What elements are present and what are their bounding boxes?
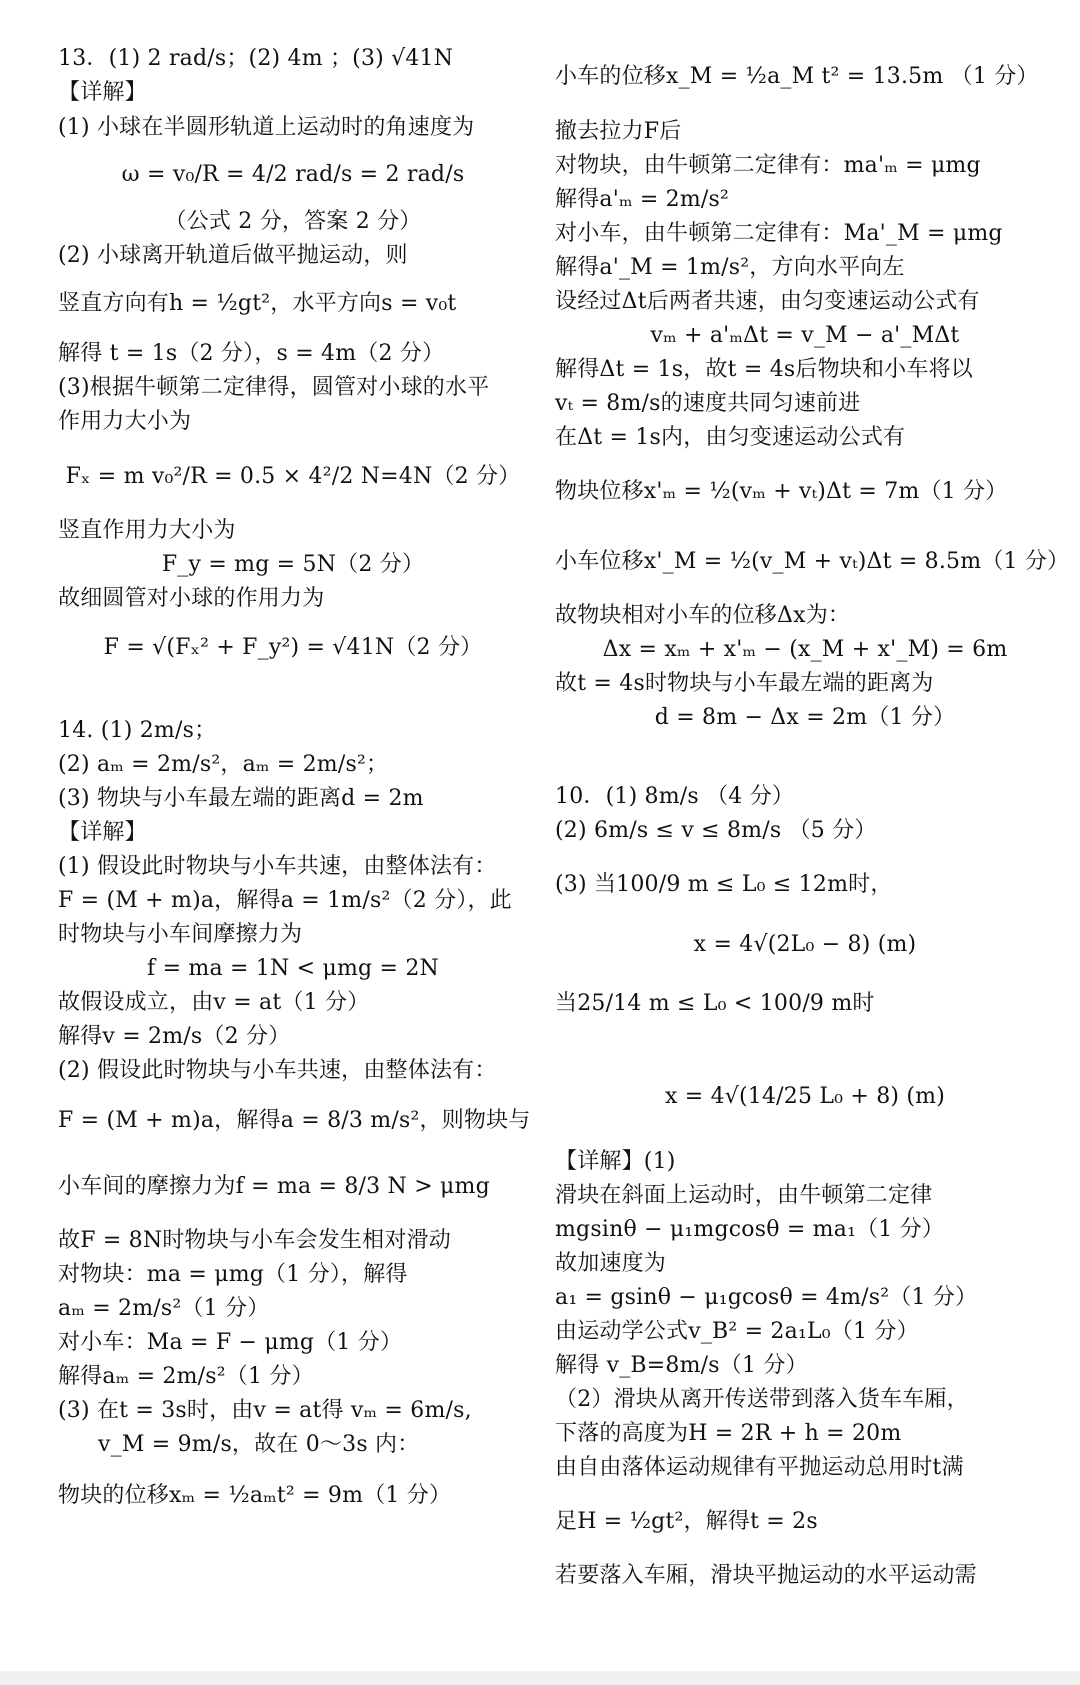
q14-part3-text: (3) 在t = 3s时，由v = at得 vₘ = 6m/s, xyxy=(58,1398,472,1423)
q10-answer-3-cond-1: (3) 当100/9 m ≤ L₀ ≤ 12m时， xyxy=(555,872,893,897)
q14-interval-text: 在Δt = 1s内，由匀变速运动公式有 xyxy=(555,425,906,450)
q10-vb-result: 解得 v_B=8m/s（1 分） xyxy=(555,1353,808,1378)
q14-distance-text: 故t = 4s时物块与小车最左端的距离为 xyxy=(555,671,934,696)
q14-distance-eq: d = 8m − Δx = 2m（1 分） xyxy=(654,705,956,730)
q14-block-disp-2: 物块位移x'ₘ = ½(vₘ + vₜ)Δt = 7m（1 分） xyxy=(555,479,1008,504)
q10-slope-text: 滑块在斜面上运动时，由牛顿第二定律 xyxy=(555,1183,933,1208)
q14-common-speed-text: 设经过Δt后两者共速，由匀变速运动公式有 xyxy=(555,289,980,314)
q13-fy-formula: F_y = mg = 5N（2 分） xyxy=(161,552,425,577)
q13-answer-summary: 13．(1) 2 rad/s；(2) 4m ；(3) √41N xyxy=(58,46,454,71)
q14-cart-accel: 解得a'_M = 1m/s²，方向水平向左 xyxy=(555,255,905,280)
q10-accel-eq: a₁ = gsinθ − μ₁gcosθ = 4m/s²（1 分） xyxy=(555,1285,978,1310)
q10-time-eq: 足H = ½gt²，解得t = 2s xyxy=(555,1509,818,1534)
q14-part1-friction-text: 时物块与小车间摩擦力为 xyxy=(58,922,303,947)
q10-accel-text: 故加速度为 xyxy=(555,1251,667,1276)
q10-condition-text: 若要落入车厢，滑块平抛运动的水平运动需 xyxy=(555,1563,977,1588)
q10-slope-eq: mgsinθ − μ₁mgcosθ = ma₁（1 分） xyxy=(555,1217,945,1242)
q14-relative-disp-eq: Δx = xₘ + x'ₘ − (x_M + x'_M) = 6m xyxy=(602,637,1008,662)
q13-total-force-text: 故细圆管对小球的作用力为 xyxy=(58,586,325,611)
q13-part1-text: (1) 小球在半圆形轨道上运动时的角速度为 xyxy=(58,115,475,140)
q14-answer-1: 14. (1) 2m/s； xyxy=(58,718,217,743)
q10-answer-3-cond-2: 当25/14 m ≤ L₀ < 100/9 m时 xyxy=(555,991,875,1016)
q10-kinematics-eq: 由运动学公式v_B² = 2a₁L₀（1 分） xyxy=(555,1319,919,1344)
q14-friction-formula: f = ma = 1N < μmg = 2N xyxy=(147,956,439,981)
q14-block-result: aₘ = 2m/s²（1 分） xyxy=(58,1296,270,1321)
q14-part3-text-cont: v_M = 9m/s，故在 0～3s 内： xyxy=(98,1432,420,1457)
q13-score-note: （公式 2 分，答案 2 分） xyxy=(164,209,422,234)
q14-part2-formula: F = (M + m)a，解得a = 8/3 m/s²，则物块与 xyxy=(58,1108,531,1133)
q14-cart-displacement: 小车的位移x_M = ½a_M t² = 13.5m （1 分） xyxy=(555,64,1039,89)
q10-part2-text: （2）滑块从离开传送带到落入货车车厢， xyxy=(555,1387,969,1412)
q14-part1-text: (1) 假设此时物块与小车共速，由整体法有： xyxy=(58,854,497,879)
q14-block-accel: 解得a'ₘ = 2m/s² xyxy=(555,187,730,212)
q13-omega-formula: ω = v₀/R = 4/2 rad/s = 2 rad/s xyxy=(121,162,465,187)
q13-f-formula: F = √(Fₓ² + F_y²) = √41N（2 分） xyxy=(103,635,483,660)
q14-answer-2: (2) aₘ = 2m/s²，aₘ = 2m/s²； xyxy=(58,752,389,777)
q10-answer-2: (2) 6m/s ≤ v ≤ 8m/s （5 分） xyxy=(555,818,877,843)
q13-part2-text: (2) 小球离开轨道后做平抛运动，则 xyxy=(58,243,408,268)
q13-part3-text-cont: 作用力大小为 xyxy=(58,409,192,434)
q14-block-displacement: 物块的位移xₘ = ½aₘt² = 9m（1 分） xyxy=(58,1483,452,1508)
q10-freefall-text: 由自由落体运动规律有平抛运动总用时t满 xyxy=(555,1455,964,1480)
q14-detail-heading: 【详解】 xyxy=(58,820,147,845)
q14-delta-t-result: 解得Δt = 1s，故t = 4s后物块和小车将以 xyxy=(555,357,973,382)
q10-x-formula-1: x = 4√(2L₀ − 8) (m) xyxy=(693,932,917,957)
q13-projectile-formulas: 竖直方向有h = ½gt²，水平方向s = v₀t xyxy=(58,291,457,316)
q14-cart-eq: 对小车：Ma = F − μmg（1 分） xyxy=(58,1330,403,1355)
q14-part2-slide-text: 故F = 8N时物块与小车会发生相对滑动 xyxy=(58,1228,451,1253)
q10-height-eq: 下落的高度为H = 2R + h = 20m xyxy=(555,1421,902,1446)
q10-answer-1: 10．(1) 8m/s （4 分） xyxy=(555,784,795,809)
q13-detail-heading: 【详解】 xyxy=(58,80,147,105)
q14-cart-result: 解得aₘ = 2m/s²（1 分） xyxy=(58,1364,314,1389)
q10-detail-heading: 【详解】(1) xyxy=(555,1149,676,1174)
q14-cart-newton: 对小车，由牛顿第二定律有：Ma'_M = μmg xyxy=(555,221,1003,246)
q14-part1-check: 故假设成立，由v = at（1 分） xyxy=(58,990,370,1015)
q13-vertical-force-text: 竖直作用力大小为 xyxy=(58,518,236,543)
q14-cart-disp-2: 小车位移x'_M = ½(v_M + vₜ)Δt = 8.5m（1 分） xyxy=(555,549,1070,574)
q14-remove-force-text: 撤去拉力F后 xyxy=(555,119,682,144)
q14-block-newton: 对物块，由牛顿第二定律有：ma'ₘ = μmg xyxy=(555,153,981,178)
q14-block-eq: 对物块：ma = μmg（1 分），解得 xyxy=(58,1262,408,1287)
q14-part2-text: (2) 假设此时物块与小车共速，由整体法有： xyxy=(58,1058,497,1083)
q14-relative-disp-text: 故物块相对小车的位移Δx为： xyxy=(555,603,851,628)
q14-part2-friction: 小车间的摩擦力为f = ma = 8/3 N > μmg xyxy=(58,1174,490,1199)
q14-part1-formula: F = (M + m)a，解得a = 1m/s²（2 分），此 xyxy=(58,888,512,913)
q14-common-speed-eq: vₘ + a'ₘΔt = v_M − a'_MΔt xyxy=(650,323,960,348)
q14-part1-result: 解得v = 2m/s（2 分） xyxy=(58,1024,291,1049)
page-bottom-edge xyxy=(0,1671,1080,1685)
q13-part2-result: 解得 t = 1s（2 分），s = 4m（2 分） xyxy=(58,341,445,366)
q13-part3-text: (3)根据牛顿第二定律得，圆管对小球的水平 xyxy=(58,375,490,400)
q14-answer-3: (3) 物块与小车最左端的距离d = 2m xyxy=(58,786,424,811)
q14-common-velocity: vₜ = 8m/s的速度共同匀速前进 xyxy=(555,391,861,416)
q10-x-formula-2: x = 4√(14/25 L₀ + 8) (m) xyxy=(664,1084,946,1109)
q13-fx-formula: Fₓ = m v₀²/R = 0.5 × 4²/2 N=4N（2 分） xyxy=(65,464,521,489)
